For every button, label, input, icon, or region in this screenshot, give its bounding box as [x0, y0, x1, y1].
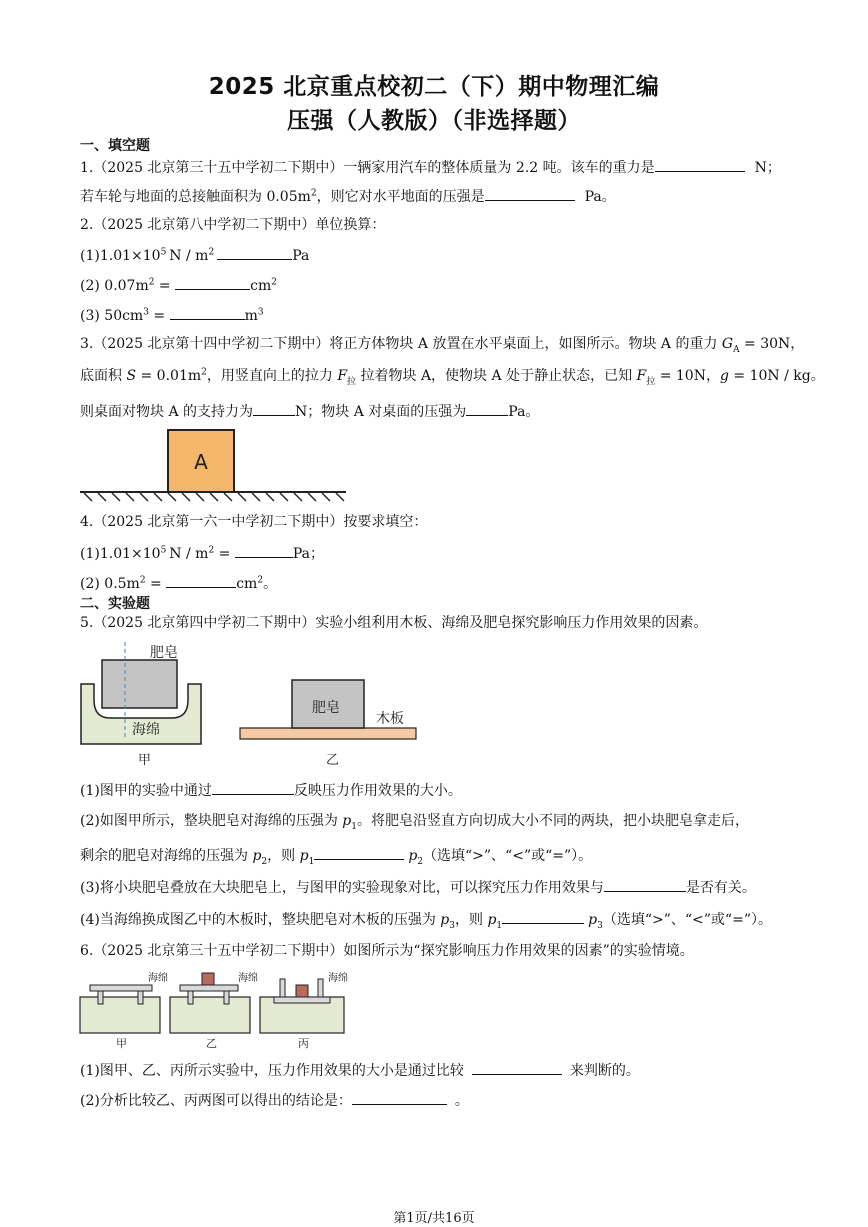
q3-answer-blank-2[interactable] — [466, 401, 508, 416]
page-number: 第1页/共16页 — [393, 1211, 475, 1226]
section-heading-experiment: 二、实验题 — [80, 596, 150, 612]
q6-part-2: (2)分析比较乙、丙两图可以得出的结论是： 。 — [80, 1090, 469, 1110]
table-top-a — [90, 985, 152, 991]
weight-c — [296, 985, 308, 997]
page-subtitle: 压强（人教版）（非选择题） — [287, 108, 581, 134]
label-sponge-1: 海绵 — [148, 973, 168, 984]
q4-part-1: $(1)1.01\times 10^5$ $N / m^2 = Pa$； — [80, 543, 324, 563]
q6-answer-blank-1[interactable] — [472, 1060, 562, 1075]
q5-answer-blank-2[interactable] — [314, 845, 404, 860]
q5-answer-blank-3[interactable] — [604, 877, 686, 892]
question-5-heading: 5.（2025 北京第四中学初二下期中）实验小组利用木板、海绵及肥皂探究影响压力作用效果的因素。 — [80, 615, 708, 631]
question-3-line-2: 底面积 $S = 0.01m^2$，用竖直向上的拉力 $F_拉$ 拉着物块 A，使物块 A 处于静止状态，已知 $F_拉 = 10N$，g = 10N / kg。 — [80, 367, 825, 387]
q4-part-2: (2) $0.5m^2 = cm^2$。 — [80, 573, 277, 593]
q1-answer-blank-1[interactable] — [655, 157, 745, 172]
question-3-line-1: 3.（2025 北京第十四中学初二下期中）将正方体物块 A 放置在水平桌面上，如图所示。物块 A 的重力 $G_A = 30N$， — [80, 336, 805, 355]
section-heading-fill-in: 一、填空题 — [80, 138, 150, 154]
q5-part-1: (1)图甲的实验中通过 反映压力作用效果的大小。 — [80, 780, 462, 800]
q5-part-2-line-1: (2)如图甲所示，整块肥皂对海绵的压强为 $p_1$。将肥皂沿竖直方向切成大小不同的两块，把小块肥皂拿走后， — [80, 813, 749, 832]
label-soap-b: 肥皂 — [312, 700, 340, 716]
wooden-board — [240, 728, 416, 739]
label-figure-a: 甲 — [138, 753, 152, 768]
question-3-line-3: 则桌面对物块 A 的支持力为 N；物块 A 对桌面的压强为 Pa。 — [80, 401, 539, 421]
q2-answer-blank-1[interactable] — [217, 245, 292, 260]
label-figure-b: 乙 — [326, 753, 340, 768]
q2-part-2: (2) $0.07m^2 = cm^2$ — [80, 275, 277, 295]
sponge-b — [170, 997, 250, 1033]
q1-answer-blank-2[interactable] — [485, 186, 575, 201]
q5-part-2-line-2: 剩余的肥皂对海绵的压强为 $p_2$，则 $p_1$ $p_2$（选填“>”、“<”或“=”）。 — [80, 845, 592, 865]
q2-answer-blank-3[interactable] — [170, 305, 245, 320]
q6-answer-blank-2[interactable] — [352, 1090, 447, 1105]
label-fig-b: 乙 — [206, 1037, 217, 1050]
q4-answer-blank-1[interactable] — [235, 543, 293, 558]
sponge-a — [80, 997, 160, 1033]
q1-unit-pa: Pa。 — [584, 189, 616, 205]
q1-text-b: 若车轮与地面的总接触面积为 0.05m — [80, 189, 311, 205]
q2-part-3: (3) $50cm^3 = m^3$ — [80, 305, 264, 325]
q3-block-figure — [78, 425, 350, 505]
q6-experiment-figure — [78, 967, 363, 1051]
question-6-heading: 6.（2025 北京第三十五中学初二下期中）如图所示为“探究影响压力作用效果的因素”的实验情境。 — [80, 943, 694, 959]
q5-part-4: (4)当海绵换成图乙中的木板时，整块肥皂对木板的压强为 $p_3$，则 $p_1$ $p_3$（选填“>”、“<”或“=”）。 — [80, 909, 772, 929]
q5-answer-blank-1[interactable] — [212, 780, 294, 795]
q1-text-a: 1.（2025 北京第三十五中学初二下期中）一辆家用汽车的整体质量为 2.2 吨。该车的重力是 — [80, 160, 655, 176]
q6-part-1: (1)图甲、乙、丙所示实验中，压力作用效果的大小是通过比较 来判断的。 — [80, 1060, 640, 1080]
q5-part-3: (3)将小块肥皂叠放在大块肥皂上，与图甲的实验现象对比，可以探究压力作用效果与 是否有关。 — [80, 877, 756, 897]
label-sponge-2: 海绵 — [238, 973, 258, 984]
label-sponge: 海绵 — [132, 722, 160, 738]
table-top-c — [274, 997, 330, 1003]
q1-unit-n: N； — [754, 160, 781, 176]
label-fig-c: 丙 — [298, 1037, 309, 1050]
label-board: 木板 — [376, 711, 404, 727]
label-sponge-3: 海绵 — [328, 973, 348, 984]
question-4-heading: 4.（2025 北京第一六一中学初二下期中）按要求填空： — [80, 514, 428, 530]
table-top-b — [180, 985, 238, 991]
table-hatching — [84, 493, 344, 501]
soap-on-sponge — [102, 660, 177, 708]
q2-answer-blank-2[interactable] — [175, 275, 250, 290]
page-title: 2025 北京重点校初二（下）期中物理汇编 — [208, 74, 660, 100]
q2-part-1: $(1)1.01\times 10^5$ N / $m^2$ Pa — [80, 245, 309, 265]
question-2-heading: 2.（2025 北京第八中学初二下期中）单位换算： — [80, 217, 386, 233]
q3-answer-blank-1[interactable] — [253, 401, 295, 416]
block-a-label: A — [194, 450, 208, 474]
weight-b — [202, 973, 214, 985]
q1-text-c: ，则它对水平地面的压强是 — [316, 189, 485, 205]
q5-answer-blank-4[interactable] — [502, 909, 584, 924]
q5-soap-figure — [76, 640, 421, 768]
question-1-line-1 — [80, 157, 781, 177]
question-1-line-2: 若车轮与地面的总接触面积为 $0.05m^2$，则它对水平地面的压强是 Pa。 — [80, 186, 616, 206]
label-soap-a: 肥皂 — [150, 645, 178, 661]
q4-answer-blank-2[interactable] — [166, 573, 236, 588]
label-fig-a: 甲 — [116, 1037, 127, 1050]
